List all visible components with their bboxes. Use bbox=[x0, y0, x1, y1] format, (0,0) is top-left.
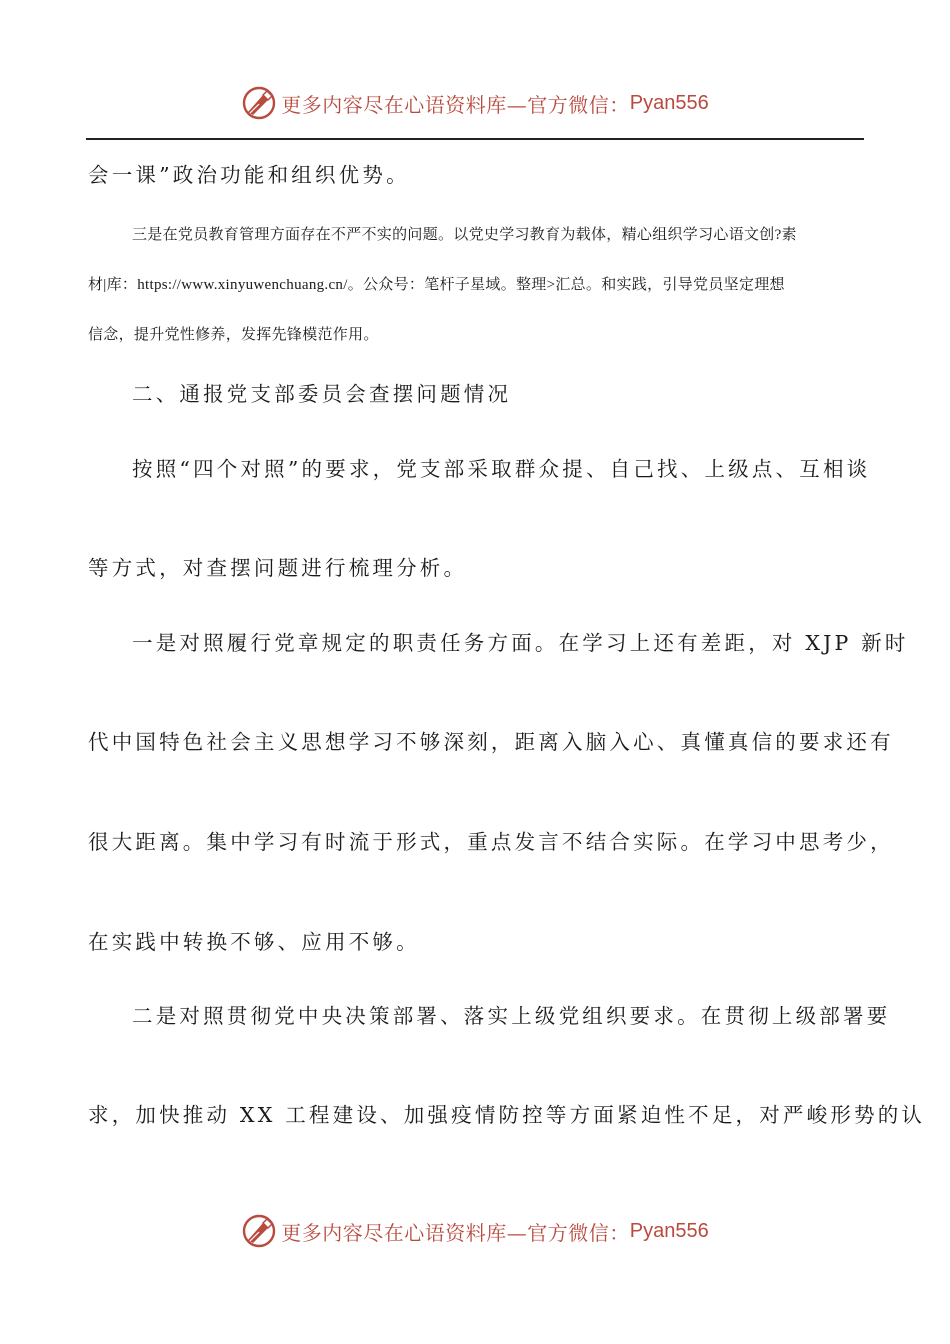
pen-nib-logo-icon bbox=[241, 85, 277, 121]
body-line: 代中国特色社会主义思想学习不够深刻，距离入脑入心、真懂真信的要求还有 bbox=[88, 730, 894, 754]
body-line: 等方式，对查摆问题进行梳理分析。 bbox=[88, 556, 468, 580]
body-line: 信念，提升党性修养，发挥先锋模范作用。 bbox=[88, 327, 379, 343]
pen-nib-logo-icon bbox=[241, 1213, 277, 1249]
watermark-text: 更多内容尽在心语资料库—官方微信： bbox=[281, 92, 630, 117]
body-line: 会一课”政治功能和组织优势。 bbox=[88, 163, 410, 187]
header-watermark bbox=[0, 80, 950, 126]
body-line: 一是对照履行党章规定的职责任务方面。在学习上还有差距，对 XJP 新时 bbox=[132, 631, 909, 655]
watermark-wechat-id: Pyan556 bbox=[629, 1219, 709, 1242]
body-line: 二是对照贯彻党中央决策部署、落实上级党组织要求。在贯彻上级部署要 bbox=[132, 1004, 891, 1028]
body-line: 三是在党员教育管理方面存在不严不实的问题。以党史学习教育为载体，精心组织学习心语文创?素 bbox=[132, 227, 797, 243]
body-line: 在实践中转换不够、应用不够。 bbox=[88, 930, 420, 954]
body-line: 求，加快推动 XX 工程建设、加强疫情防控等方面紧迫性不足，对严峻形势的认 bbox=[88, 1103, 926, 1127]
footer-watermark bbox=[0, 1208, 950, 1254]
body-line: 材|库：https://www.xinyuwenchuang.cn/。公众号：笔杆子星域。整理>汇总。和实践，引导党员坚定理想 bbox=[88, 277, 785, 293]
header-divider bbox=[86, 138, 864, 140]
section-heading: 二、通报党支部委员会查摆问题情况 bbox=[132, 382, 512, 406]
body-line: 按照“四个对照”的要求，党支部采取群众提、自己找、上级点、互相谈 bbox=[132, 457, 871, 481]
watermark-wechat-id: Pyan556 bbox=[629, 91, 709, 114]
watermark-text: 更多内容尽在心语资料库—官方微信： bbox=[281, 1220, 630, 1245]
body-line: 很大距离。集中学习有时流于形式，重点发言不结合实际。在学习中思考少， bbox=[88, 830, 894, 854]
